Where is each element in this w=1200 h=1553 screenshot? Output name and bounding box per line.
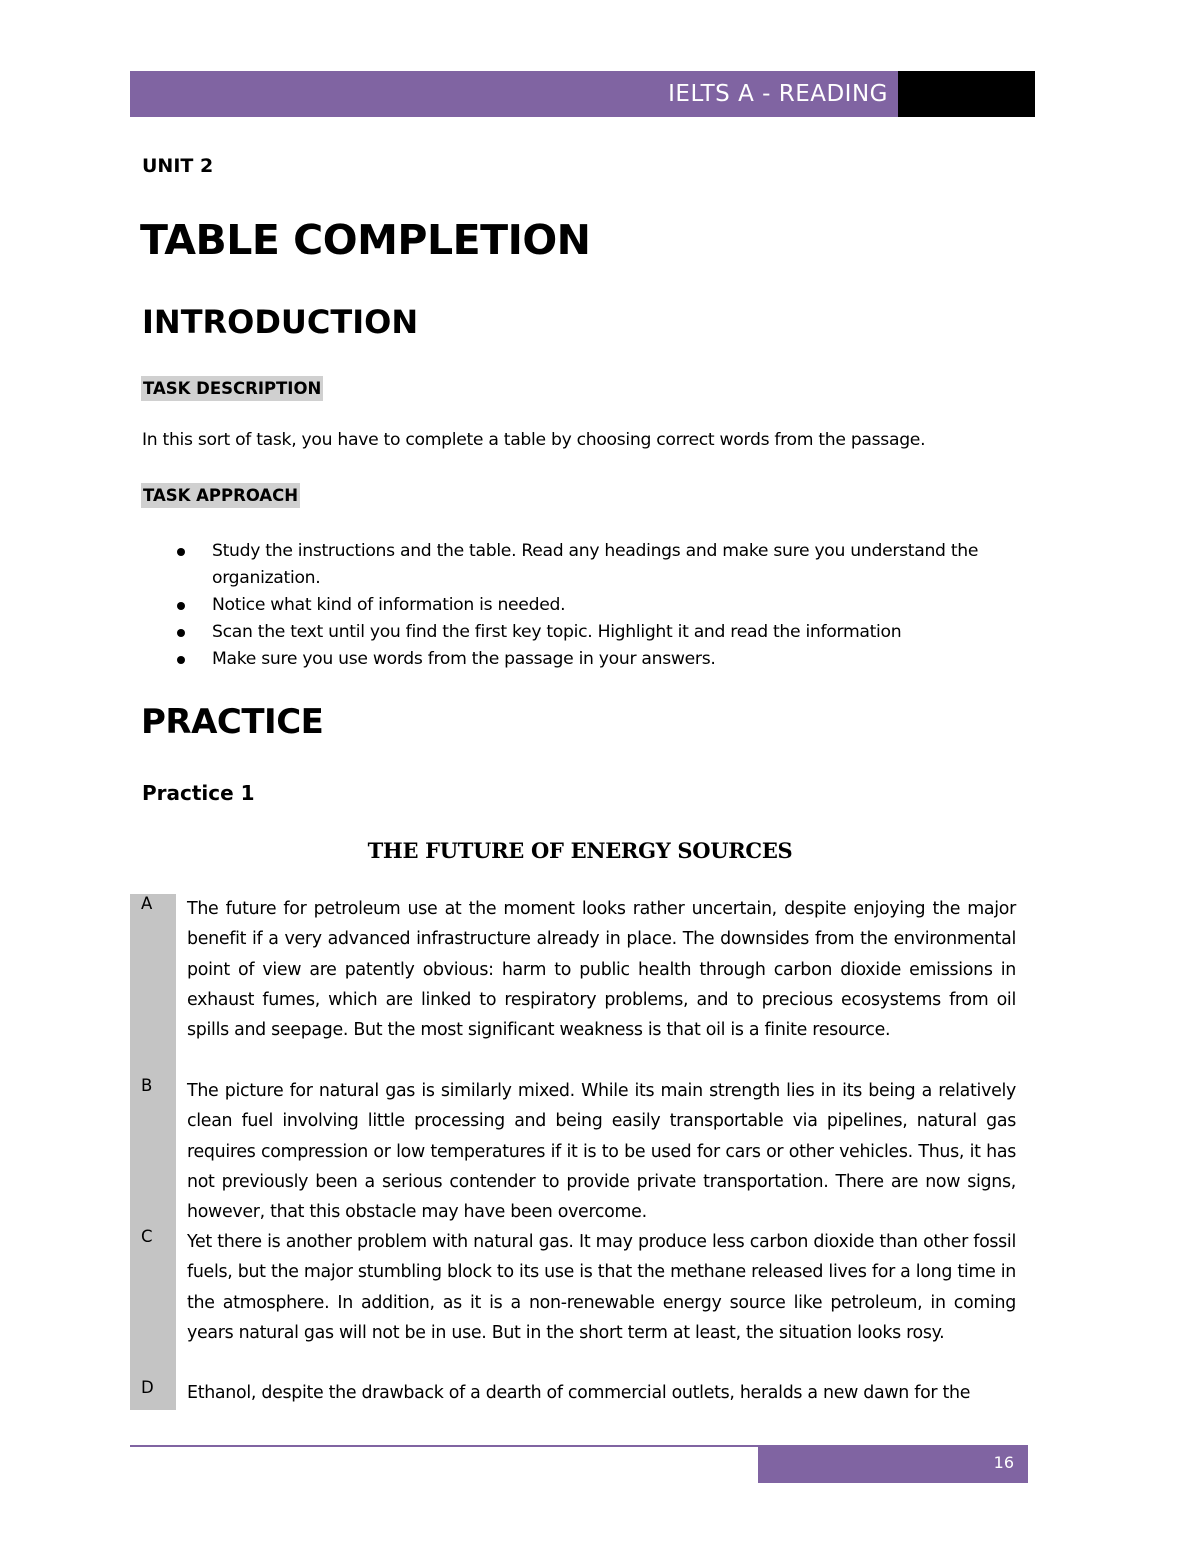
- practice-1-label: Practice 1: [142, 781, 255, 805]
- bullet-icon: [177, 656, 185, 664]
- passage-title: THE FUTURE OF ENERGY SOURCES: [367, 838, 793, 863]
- section-a-letter: A: [141, 894, 153, 913]
- section-c-letter: C: [141, 1227, 153, 1246]
- list-item-text: Scan the text until you find the first key topic. Highlight it and read the information: [212, 622, 902, 642]
- introduction-heading: INTRODUCTION: [142, 303, 419, 341]
- section-c-text: Yet there is another problem with natural gas. It may produce less carbon dioxide than other fossil fuels, but the major stumbling block to its use is that the methane released lives for a long time in the atmosphere. In addition, as it is a non-renewable energy source like petroleum, in coming years natural gas will not be in use. But in the short term at least, the situation looks rosy.: [187, 1232, 1016, 1343]
- list-item-text: Study the instructions and the table. Read any headings and make sure you understand the organization.: [212, 541, 979, 588]
- header-bar: [130, 71, 1035, 117]
- practice-heading: PRACTICE: [141, 702, 324, 742]
- task-description-text: In this sort of task, you have to complete a table by choosing correct words from the passage.: [142, 430, 926, 450]
- footer-line: [130, 1445, 758, 1447]
- list-item: [172, 538, 1032, 592]
- list-item-text: Make sure you use words from the passage in your answers.: [212, 649, 716, 669]
- list-item: [172, 646, 1032, 673]
- list-item: [172, 619, 1032, 646]
- section-d-letter: D: [141, 1378, 154, 1397]
- section-b-text: The picture for natural gas is similarly mixed. While its main strength lies in its being a relatively clean fuel involving little processing and being easily transportable via pipelines, natural gas requires compression or low temperatures if it is to be used for cars or other vehicles. Thus, it has not previously been a serious contender to provide private transportation. There are now signs, however, that this obstacle may have been overcome.: [187, 1081, 1016, 1223]
- bullet-icon: [177, 602, 185, 610]
- section-d-clip: [187, 1378, 1016, 1408]
- bullet-icon: [177, 629, 185, 637]
- task-description-label: TASK DESCRIPTION: [141, 376, 323, 401]
- page-number: 16: [993, 1453, 1014, 1472]
- list-item: [172, 592, 1032, 619]
- unit-label: UNIT 2: [142, 155, 214, 177]
- task-approach-label: TASK APPROACH: [141, 483, 300, 508]
- section-b-letter: B: [141, 1076, 153, 1095]
- task-approach-list: [172, 538, 1032, 673]
- header-title: IELTS A - READING: [668, 81, 888, 107]
- section-d-text: Ethanol, despite the drawback of a dearth of commercial outlets, heralds a new dawn for the: [187, 1383, 971, 1403]
- bullet-icon: [177, 548, 185, 556]
- header-black-block: [898, 71, 1035, 117]
- list-item-text: Notice what kind of information is needed.: [212, 595, 566, 615]
- footer-page-box: [758, 1445, 1028, 1483]
- section-letter-column: [130, 894, 176, 1410]
- page-title: TABLE COMPLETION: [140, 216, 591, 264]
- section-a-text: The future for petroleum use at the moment looks rather uncertain, despite enjoying the major benefit if a very advanced infrastructure already in place. The downsides from the environmental point of view are patently obvious: harm to public health through carbon dioxide emissions in exhaust fumes, which are linked to respiratory problems, and to precious ecosystems from oil spills and seepage. But the most significant weakness is that oil is a finite resource.: [187, 899, 1016, 1041]
